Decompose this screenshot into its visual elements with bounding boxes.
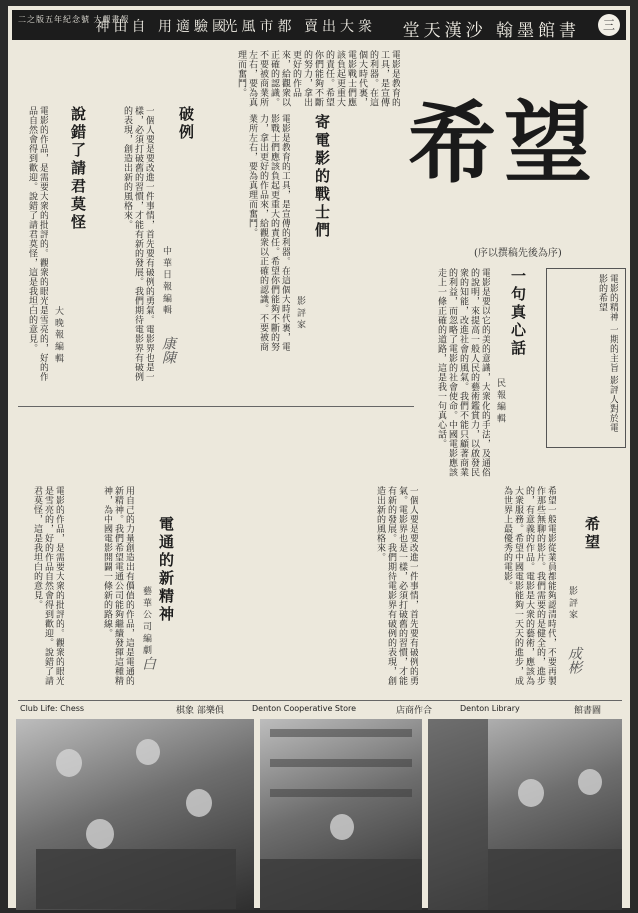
new-title: 電通的新精神: [157, 516, 175, 624]
new-author: 藝 華 公 司 編 劇: [141, 586, 151, 655]
section-author: 民 報 編 輯: [495, 378, 505, 423]
break-author: 中 華 日 報 編 輯: [161, 246, 171, 315]
header-band: [12, 10, 626, 40]
soldier-author: 影 評 家: [295, 296, 305, 329]
break-body: 一個人要是要改進一件事情，首先要有破例的勇氣。電影界也是一樣，必須打破舊的習慣，才能有新的發展。我們期待電影界有破例的表現，創造出新的風格來。: [122, 106, 154, 382]
header-slogan-a: 堂天漢沙 翰墨館書: [402, 21, 580, 41]
caption-en-store: Denton Cooperative Store: [252, 704, 357, 713]
page-number: 三: [598, 14, 620, 36]
soldier-title: 寄電影的戰士們: [313, 114, 331, 240]
feature-subnote: (序以撰稿先後為序): [474, 248, 562, 259]
break-title: 破例: [177, 106, 195, 142]
chess-photo: [16, 719, 254, 910]
caption-cn-chess: 棋象 部樂俱: [176, 706, 224, 716]
publisher-line: 二之版五年紀念號 大觀畫報: [18, 15, 130, 24]
divider: [18, 406, 414, 407]
caption-en-library: Denton Library: [460, 704, 520, 713]
hope-author: 影 評 家: [567, 586, 577, 619]
feature-title: 希望: [408, 91, 601, 195]
new-signature: 白: [140, 656, 156, 670]
intro-paragraph: 電影是教育的工具，是宣傳的利器。在這個大時代裏，電影戰士們應該負起更重大的責任。希望你們能夠不斷的努力，拿出更好的作品來，給觀衆以正確的認識。不要被商業所左右，要為真理而奮鬥。: [236, 50, 400, 107]
young-body: 電影的作品，是需要大衆的批評的。觀衆的眼光是雪亮的，好的作品自然會得到歡迎。說錯了請君莫怪，這是我坦白的意見。: [27, 106, 48, 382]
header-slogan-b: 光風市都 賣出大衆: [223, 19, 376, 35]
hope-body: 希望一般電影從業員都能夠認清時代，不要再製作那些無聊的影片。我們需要的是健全的，進步的，有意義的作品。電影是大衆的藝術，應該為大衆服務。希望中國電影能夠一天天的進步，成為世界上最優秀的電影。: [502, 486, 556, 686]
section-body: 電影是要以它的美的意識，大衆化的手法，及通俗的說明，來提高一般人民的藝術鑑賞力，以啟發民衆的知能，改進社會的風氣。我們不能只顧著商業的利益，而忽略了電影的社會使命。中國電影應該走上一條正確的道路，這是我一句真心話。: [436, 268, 490, 477]
header-slogan-c: 神由自 用適驗國: [95, 19, 230, 35]
hope-signature: 成彬: [566, 646, 582, 674]
hope-title: 希望: [583, 516, 601, 552]
caption-cn-library: 館書圖: [574, 706, 602, 716]
caption-cn-store: 店商作合: [396, 706, 433, 716]
library-photo: [428, 719, 622, 910]
young-author: 大 晚 報 編 輯: [53, 306, 63, 363]
middle-body: 一個人要是要改進一件事情，首先要有破例的勇氣。電影界也是一樣，必須打破舊的習慣，才能有新的發展。我們期待電影界有破例的表現，創造出新的風格來。: [375, 486, 418, 686]
break-signature: 康陳: [160, 336, 176, 364]
soldier-body: 電影是教育的工具，是宣傳的利器。在這個大時代裏，電影戰士們應該負起更重大的責任。希望你們能夠不斷的努力，拿出更好的作品來，給觀衆以正確的認識。不要被商業所左右，要為真理而奮鬥。: [247, 114, 290, 352]
caption-en-chess: Club Life: Chess: [20, 704, 85, 713]
caption-rule: [18, 700, 622, 701]
store-photo: [260, 719, 422, 910]
young-title: 說錯了請君莫怪: [69, 106, 87, 232]
new-body: 用自己的力量創造出有價值的作品，這是電通的新精神。我們希望電通公司能夠繼續發揮這種精神，為中國電影開闢一條新的路線。: [102, 486, 134, 686]
section-title: 一句真心話: [509, 268, 527, 358]
magazine-page: [8, 6, 630, 908]
young-continued: 電影的作品，是需要大衆的批評的。觀衆的眼光是雪亮的，好的作品自然會得到歡迎。說錯了請君莫怪，這是我坦白的意見。: [32, 486, 64, 686]
boxed-note: 電影的精神 一期的主旨 影評人對於電影的希望: [597, 274, 618, 433]
